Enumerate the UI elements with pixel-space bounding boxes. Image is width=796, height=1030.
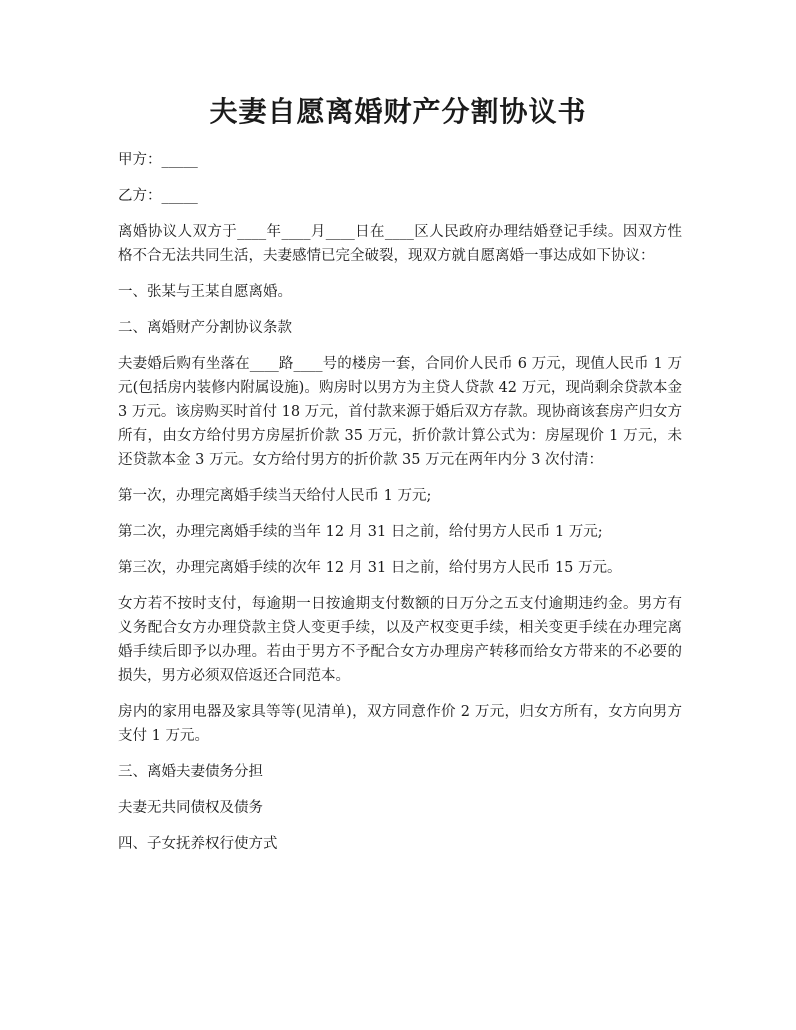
section-heading-4: 四、子女抚养权行使方式 bbox=[118, 836, 278, 852]
section-heading-1: 一、张某与王某自愿离婚。 bbox=[118, 284, 292, 300]
payment-second-line: 第二次，办理完离婚手续的当年 12 月 31 日之前，给付男方人民币 1 万元; bbox=[118, 524, 603, 540]
payment-first-line: 第一次，办理完离婚手续当天给付人民币 1 万元; bbox=[118, 488, 432, 504]
document-title: 夫妻自愿离婚财产分割协议书 bbox=[209, 95, 587, 128]
party-b-line: 乙方：_____ bbox=[118, 188, 198, 204]
late-payment-paragraph: 女方若不按时支付，每逾期一日按逾期支付数额的日万分之五支付逾期违约金。男方有义务配合女方办理贷款主贷人变更手续，以及产权变更手续，相关变更手续在办理完离婚手续后即予以办理。若由于男方不予配合女方办理房产转移而给女方带来的不必要的损失，男方必须双倍返还合同范本。 bbox=[118, 596, 682, 684]
document-body bbox=[118, 148, 682, 868]
property-clause-paragraph: 夫妻婚后购有坐落在____路____号的楼房一套，合同价人民币 6 万元，现值人民币 1 万元(包括房内装修内附属设施)。购房时以男方为主贷人贷款 42 万元，现尚剩余贷款本金 3 万元。该房购买时首付 18 万元，首付款来源于婚后双方存款。现协商该套房产归女方所有，由女方给付男方房屋折价款 35 万元，折价款计算公式为：房屋现价 1 万元，未还贷款本金 3 万元。女方给付男方的折价款 35 万元在两年内分 3 次付清： bbox=[118, 356, 682, 468]
furniture-paragraph: 房内的家用电器及家具等等(见清单)，双方同意作价 2 万元，归女方所有，女方向男方支付 1 万元。 bbox=[118, 704, 682, 744]
section-heading-3: 三、离婚夫妻债务分担 bbox=[118, 764, 263, 780]
debt-statement: 夫妻无共同债权及债务 bbox=[118, 800, 263, 816]
preamble-paragraph: 离婚协议人双方于____年____月____日在____区人民政府办理结婚登记手续。因双方性格不合无法共同生活，夫妻感情已完全破裂，现双方就自愿离婚一事达成如下协议： bbox=[118, 224, 682, 264]
payment-third-line: 第三次，办理完离婚手续的次年 12 月 31 日之前，给付男方人民币 15 万元。 bbox=[118, 560, 622, 576]
section-heading-2: 二、离婚财产分割协议条款 bbox=[118, 320, 292, 336]
party-a-line: 甲方：_____ bbox=[118, 152, 198, 168]
